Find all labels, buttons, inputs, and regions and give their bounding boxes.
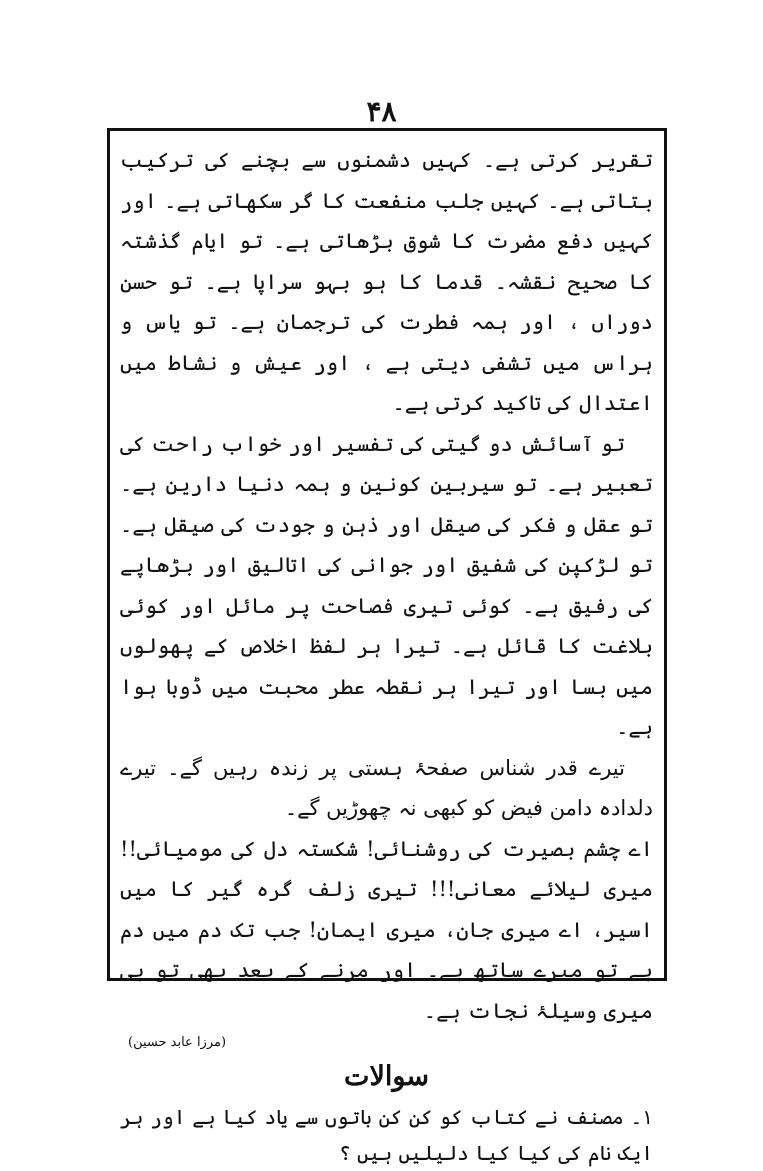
paragraph-3: تیرے قدر شناس صفحۂ ہستی پر زندہ رہیں گے۔ تیرے دلدادہ دامن فیض کو کبھی نہ چھوڑیں گے۔ [120,755,653,820]
paragraph-2: تو آسائش دو گیتی کی تفسیر اور خواب راحت کی تعبیر ہے۔ تو سیربین کونین و ہمہ دنیا دارین ہے۔ تو عقل و فکر کی صیقل اور ذہن و جودت کی صیقل ہے۔ تو لڑکپن کی شفیق اور جوانی کی اتالیق اور بڑھاپے کی رفیق ہے۔ کوئی تیری فصاحت پر مائل اور کوئی بلاغت کا قائل ہے۔ تیرا ہر لفظ اخلاص کے پھولوں میں بسا اور تیرا ہر نقطہ عطر محبت میں ڈوبا ہوا ہے۔ [120,431,653,739]
paragraph-1: تقریر کرتی ہے۔ کہیں دشمنوں سے بچنے کی ترکیب بتاتی ہے۔ کہیں جلب منفعت کا گر سکھاتی ہے۔ اور کہیں دفع مضرت کا شوق بڑھاتی ہے۔ تو ایام گذشتہ کا صحیح نقشہ۔ قدما کا ہو بہو سراپا ہے۔ تو حسن دوراں ، اور ہمہ فطرت کی ترجمان ہے۔ تو یاس و ہراس میں تشفی دیتی ہے ، اور عیش و نشاط میں اعتدال کی تاکید کرتی ہے۔ [120,148,653,415]
page-number: ۴۸ [366,95,397,128]
page-content [120,140,653,1171]
author-attribution: (مرزا عابد حسین) [128,1035,227,1050]
question-item: ۱۔ مصنف نے کتاب کو کن کن باتوں سے یاد کیا ہے اور ہر ایک نام کی کیا کیا دلیلیں ہیں ؟ [120,1105,653,1165]
questions-heading: سوالات [344,1061,429,1092]
paragraph-4: اے چشم بصیرت کی روشنائی! شکستہ دل کی مومیائی!! میری لیلائے معانی!!! تیری زلف گرہ گیر کا میں اسیر، اے میری جان، میری ایمان! جب تک دم میں دم ہے تو میرے ساتھ ہے۔ اور مرنے کے بعد بھی تو ہی میری وسیلۂ نجات ہے۔ [120,836,653,1023]
